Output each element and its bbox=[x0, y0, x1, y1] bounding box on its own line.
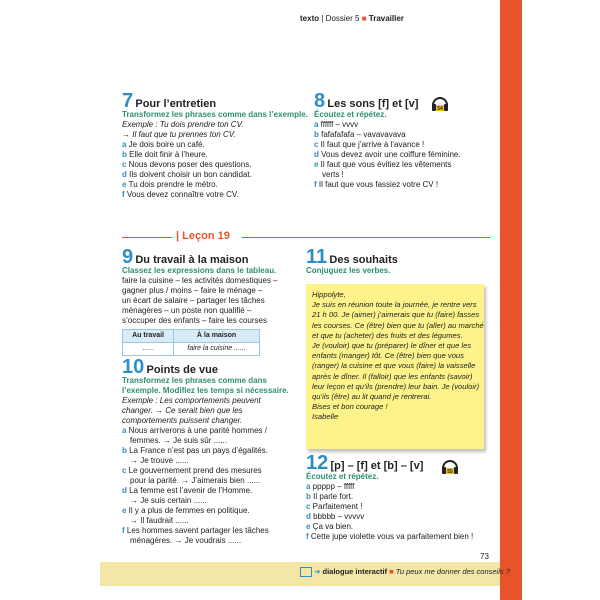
list-item bbox=[314, 140, 490, 150]
note-line: 21 h 00. Je (aimer) j’aimerais que tu (faire) fasses bbox=[312, 310, 480, 320]
item-text: Tu dois prendre le métro. bbox=[128, 180, 218, 189]
expression-line: faire la cuisine – les activités domestiques – bbox=[122, 276, 278, 285]
note-line: leur leçon et qu’ils (prendre) leur bain. Je (vouloir) bbox=[312, 381, 480, 391]
list-item bbox=[122, 190, 302, 200]
lesson-rule-right bbox=[242, 237, 490, 238]
item-text: femmes. → Je suis sûr ...... bbox=[130, 436, 227, 445]
headphones-icon[interactable] bbox=[440, 456, 460, 476]
note-line: (ranger) la cuisine et que vous (faire) la vaisselle bbox=[312, 361, 476, 371]
list-item bbox=[122, 486, 302, 496]
lesson-label: Leçon 19 bbox=[182, 230, 230, 242]
exercise-10 bbox=[122, 356, 302, 546]
track-54: 54 bbox=[437, 106, 443, 112]
item-text: Ils doivent choisir un bon candidat. bbox=[129, 170, 252, 179]
lesson-rule-left bbox=[122, 237, 172, 238]
header-dot: ■ bbox=[361, 14, 369, 23]
item-letter: f bbox=[122, 190, 127, 199]
list-item bbox=[314, 130, 490, 140]
list-item bbox=[122, 476, 302, 486]
item-text: → Il faudrait ...... bbox=[130, 516, 189, 525]
item-text: ppppp – fffff bbox=[312, 482, 355, 491]
item-text: Il parle fort. bbox=[313, 492, 354, 501]
note-line: Bises et bon courage ! bbox=[312, 402, 388, 412]
ex10-title: Points de vue bbox=[146, 364, 219, 376]
item-text: Vous devez avoir une coiffure féminine. bbox=[321, 150, 461, 159]
item-text: Nous arriverons à une parité hommes / bbox=[128, 426, 267, 435]
item-text: Elle doit finir à l’heure. bbox=[129, 150, 208, 159]
footer-dialog[interactable] bbox=[300, 567, 510, 577]
item-text: verts ! bbox=[322, 170, 344, 179]
item-letter: c bbox=[122, 160, 129, 169]
note-line: les courses. Ce (être) bien que tu (aller) au marché bbox=[312, 320, 484, 330]
list-item bbox=[306, 532, 486, 542]
item-letter: e bbox=[306, 522, 313, 531]
ex12-title: [p] – [f] et [b] – [v] bbox=[330, 460, 424, 472]
header-dossier: Dossier 5 bbox=[325, 14, 360, 23]
ex7-items bbox=[122, 140, 302, 200]
ex9-instruction: Classez les expressions dans le tableau. bbox=[122, 266, 277, 275]
item-letter: a bbox=[314, 120, 321, 129]
ex12-number: 12 bbox=[306, 452, 329, 474]
exercise-9 bbox=[122, 246, 302, 356]
list-item bbox=[122, 466, 302, 476]
list-item bbox=[314, 180, 490, 190]
sticky-note bbox=[306, 284, 484, 449]
item-letter: d bbox=[314, 150, 322, 159]
footer-dot: ■ bbox=[389, 567, 394, 576]
ex10-number: 10 bbox=[122, 356, 145, 378]
item-letter: c bbox=[306, 502, 313, 511]
item-letter: e bbox=[314, 160, 321, 169]
item-letter: b bbox=[122, 446, 130, 455]
ex12-items bbox=[306, 482, 486, 542]
list-item bbox=[122, 526, 302, 536]
lesson-heading bbox=[122, 231, 490, 243]
list-item bbox=[306, 492, 486, 502]
ex10-items bbox=[122, 426, 302, 546]
note-line: Isabelle bbox=[312, 412, 339, 422]
expression-line: un écart de salaire – partager les tâches bbox=[122, 296, 265, 305]
item-text: Vous devez connaître votre CV. bbox=[126, 190, 239, 199]
item-letter: d bbox=[122, 486, 130, 495]
dialog-label: dialogue interactif bbox=[322, 567, 388, 576]
lesson-title: | Leçon 19 bbox=[172, 230, 234, 242]
note-line: enfants (manger) tôt. Ce (être) bien que vous bbox=[312, 351, 464, 361]
exercise-11 bbox=[306, 246, 486, 276]
ex8-number: 8 bbox=[314, 90, 326, 112]
ex9-col-home: À la maison bbox=[174, 330, 260, 343]
item-text: La France n’est pas un pays d’égalités. bbox=[129, 446, 268, 455]
list-item bbox=[122, 446, 302, 456]
item-text: ménagères. → Je voudrais ...... bbox=[130, 536, 242, 545]
page-number: 73 bbox=[480, 552, 489, 561]
item-letter: b bbox=[122, 150, 130, 159]
list-item bbox=[306, 482, 486, 492]
note-line: Je (vouloir) que tu (préparer) le dîner et que les bbox=[312, 341, 472, 351]
item-text: La femme est l’avenir de l’Homme. bbox=[129, 486, 253, 495]
ex7-title: Pour l’entretien bbox=[135, 98, 217, 110]
item-letter: d bbox=[306, 512, 314, 521]
item-text: Nous devons poser des questions. bbox=[128, 160, 252, 169]
ex10-example bbox=[122, 396, 302, 426]
item-letter: c bbox=[122, 466, 129, 475]
dialog-icon bbox=[300, 567, 312, 577]
item-text: Les hommes savent partager les tâches bbox=[126, 526, 269, 535]
item-text: Il y a plus de femmes en politique. bbox=[128, 506, 250, 515]
item-text: Il faut que vous évitiez les vêtements bbox=[320, 160, 452, 169]
note-line: et que tu (acheter) des fruits et des légumes. bbox=[312, 330, 463, 340]
ex11-instruction: Conjuguez les verbes. bbox=[306, 266, 391, 275]
list-item bbox=[122, 150, 302, 160]
expression-line: ménagères – un poste non qualifié – bbox=[122, 306, 252, 315]
list-item bbox=[306, 502, 486, 512]
item-letter: d bbox=[122, 170, 130, 179]
item-text: pour la parité. → J’aimerais bien ...... bbox=[130, 476, 261, 485]
item-text: → Je suis certain ...... bbox=[130, 496, 207, 505]
list-item bbox=[122, 170, 302, 180]
item-text: ffffff – vvvv bbox=[320, 120, 359, 129]
item-text: Cette jupe violette vous va parfaitement bien ! bbox=[310, 532, 474, 541]
example-line: changer. → Ce serait bien que les bbox=[122, 406, 243, 415]
list-item bbox=[122, 140, 302, 150]
ex10-instruction-2: l’exemple. Modifiez les temps si nécessaire. bbox=[122, 386, 289, 395]
arrow-icon: ➜ bbox=[314, 567, 321, 576]
item-letter: b bbox=[306, 492, 314, 501]
example-line: comportements puissent changer. bbox=[122, 416, 243, 425]
list-item bbox=[306, 522, 486, 532]
item-letter: c bbox=[314, 140, 321, 149]
list-item bbox=[314, 120, 490, 130]
ex9-table bbox=[122, 329, 260, 356]
note-line: qu’ils (être) au lit quand je rentrerai. bbox=[312, 392, 432, 402]
item-text: fafafafafa – vavavavava bbox=[321, 130, 406, 139]
header-section: Travailler bbox=[368, 14, 404, 23]
ex9-number: 9 bbox=[122, 246, 134, 268]
item-text: Parfaitement ! bbox=[312, 502, 363, 511]
item-text: Ça va bien. bbox=[312, 522, 354, 531]
page-edge-band-outer bbox=[500, 0, 522, 600]
expression-line: s’occuper des enfants – faire les courses bbox=[122, 316, 267, 325]
ex7-number: 7 bbox=[122, 90, 134, 112]
ex9-col-work: Au travail bbox=[123, 330, 174, 343]
ex8-title: Les sons [f] et [v] bbox=[327, 98, 419, 110]
list-item bbox=[306, 512, 486, 522]
item-letter: a bbox=[306, 482, 313, 491]
item-text: Il faut que vous fassiez votre CV ! bbox=[318, 180, 439, 189]
note-line: Hippolyte, bbox=[312, 290, 346, 299]
note-text bbox=[312, 290, 484, 423]
track-55: 55 bbox=[447, 469, 453, 475]
list-item bbox=[314, 170, 490, 180]
example-line: Exemple : Les comportements peuvent bbox=[122, 396, 261, 405]
header-texto: texto bbox=[300, 14, 320, 23]
item-text: → Je trouve ...... bbox=[130, 456, 189, 465]
list-item bbox=[122, 506, 302, 516]
item-letter: e bbox=[122, 506, 129, 515]
list-item bbox=[122, 436, 302, 446]
dialog-sub: Tu peux me donner des conseils ? bbox=[395, 567, 510, 576]
item-letter: a bbox=[122, 426, 129, 435]
ex7-example: Exemple : Tu dois prendre ton CV. bbox=[122, 120, 244, 129]
exercise-7 bbox=[122, 90, 308, 200]
list-item bbox=[314, 150, 490, 160]
list-item bbox=[122, 426, 302, 436]
header-sep: | bbox=[321, 14, 326, 23]
list-item bbox=[122, 536, 302, 546]
item-letter: b bbox=[314, 130, 322, 139]
item-letter: a bbox=[122, 140, 129, 149]
item-letter: e bbox=[122, 180, 129, 189]
item-text: bbbbb – vvvvv bbox=[313, 512, 365, 521]
ex11-number: 11 bbox=[306, 246, 328, 268]
ex7-example-answer: → Il faut que tu prennes ton CV. bbox=[122, 130, 236, 139]
item-text: Je dois boire un café. bbox=[128, 140, 205, 149]
ex10-instruction-1: Transformez les phrases comme dans bbox=[122, 376, 267, 385]
list-item bbox=[122, 160, 302, 170]
note-line: Je suis en réunion toute la journée, je rentre vers bbox=[312, 300, 477, 310]
ex9-cell-work[interactable]: ...... bbox=[123, 343, 174, 356]
item-letter: f bbox=[306, 532, 311, 541]
list-item bbox=[122, 496, 302, 506]
item-text: Il faut que j’arrive à l’avance ! bbox=[320, 140, 425, 149]
ex12-instruction: Écoutez et répétez. bbox=[306, 472, 379, 481]
ex8-items bbox=[314, 120, 490, 190]
ex9-expressions bbox=[122, 276, 302, 326]
exercise-8 bbox=[314, 90, 490, 190]
list-item bbox=[122, 516, 302, 526]
note-line: après le dîner. Il (falloir) que les enfants (savoir) bbox=[312, 371, 473, 381]
list-item bbox=[314, 160, 490, 170]
list-item bbox=[122, 456, 302, 466]
ex9-cell-home[interactable]: faire la cuisine ...... bbox=[174, 343, 260, 356]
ex7-instruction: Transformez les phrases comme dans l’exemple. bbox=[122, 110, 308, 119]
item-text: Le gouvernement prend des mesures bbox=[128, 466, 262, 475]
ex8-instruction: Écoutez et répétez. bbox=[314, 110, 387, 119]
ex9-title: Du travail à la maison bbox=[135, 254, 249, 266]
item-letter: f bbox=[122, 526, 127, 535]
ex11-title: Des souhaits bbox=[329, 254, 398, 266]
page-header bbox=[300, 14, 404, 23]
list-item bbox=[122, 180, 302, 190]
expression-line: gagner plus / moins – faire le ménage – bbox=[122, 286, 263, 295]
item-letter: f bbox=[314, 180, 319, 189]
headphones-icon[interactable] bbox=[430, 93, 450, 113]
